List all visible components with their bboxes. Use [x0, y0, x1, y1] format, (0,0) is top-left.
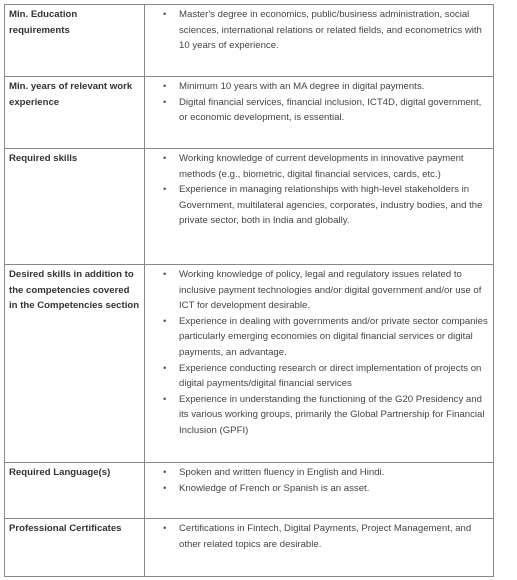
table-row [5, 77, 494, 149]
bullet-list [149, 7, 489, 54]
table-row [5, 265, 494, 463]
list-item: • Master's degree in economics, public/business administration, social sciences, international relations or related fields, and econometrics with 10 years of experience. [161, 7, 489, 54]
row-content [145, 463, 494, 519]
table-row [5, 463, 494, 519]
bullet-list [149, 79, 489, 126]
row-content [145, 149, 494, 265]
row-label: Required skills [5, 149, 145, 265]
table-row [5, 519, 494, 577]
list-item: • Experience in understanding the functioning of the G20 Presidency and its various working groups, primarily the Global Partnership for Financial Inclusion (GPFI) [161, 392, 489, 439]
row-label: Required Language(s) [5, 463, 145, 519]
list-item: • Working knowledge of policy, legal and regulatory issues related to inclusive payment technologies and/or digital government and/or use of ICT for development desirable. [161, 267, 489, 314]
bullet-list [149, 267, 489, 439]
row-content [145, 77, 494, 149]
bullet-list [149, 151, 489, 229]
table-row [5, 5, 494, 77]
row-content [145, 265, 494, 463]
list-item: • Experience conducting research or direct implementation of projects on digital payments/digital financial services [161, 361, 489, 392]
table-row [5, 149, 494, 265]
list-item: • Experience in managing relationships with high-level stakeholders in Government, multilateral agencies, corporates, industry bodies, and the private sector, both in India and globally. [161, 182, 489, 229]
row-label: Min. years of relevant work experience [5, 77, 145, 149]
list-item: • Minimum 10 years with an MA degree in digital payments. [161, 79, 489, 95]
bullet-list [149, 521, 489, 552]
row-label: Professional Certificates [5, 519, 145, 577]
row-label: Min. Education requirements [5, 5, 145, 77]
list-item: • Spoken and written fluency in English and Hindi. [161, 465, 489, 481]
row-content [145, 519, 494, 577]
list-item: • Working knowledge of current developments in innovative payment methods (e.g., biometric, digital financial services, cards, etc.) [161, 151, 489, 182]
requirements-table [4, 4, 494, 577]
bullet-list [149, 465, 489, 496]
row-label: Desired skills in addition to the competencies covered in the Competencies section [5, 265, 145, 463]
list-item: • Knowledge of French or Spanish is an asset. [161, 481, 489, 497]
list-item: • Certifications in Fintech, Digital Payments, Project Management, and other related topics are desirable. [161, 521, 489, 552]
row-content [145, 5, 494, 77]
list-item: • Digital financial services, financial inclusion, ICT4D, digital government, or economic development, is essential. [161, 95, 489, 126]
list-item: • Experience in dealing with governments and/or private sector companies particularly emerging economies on digital financial services or digital payments, an advantage. [161, 314, 489, 361]
